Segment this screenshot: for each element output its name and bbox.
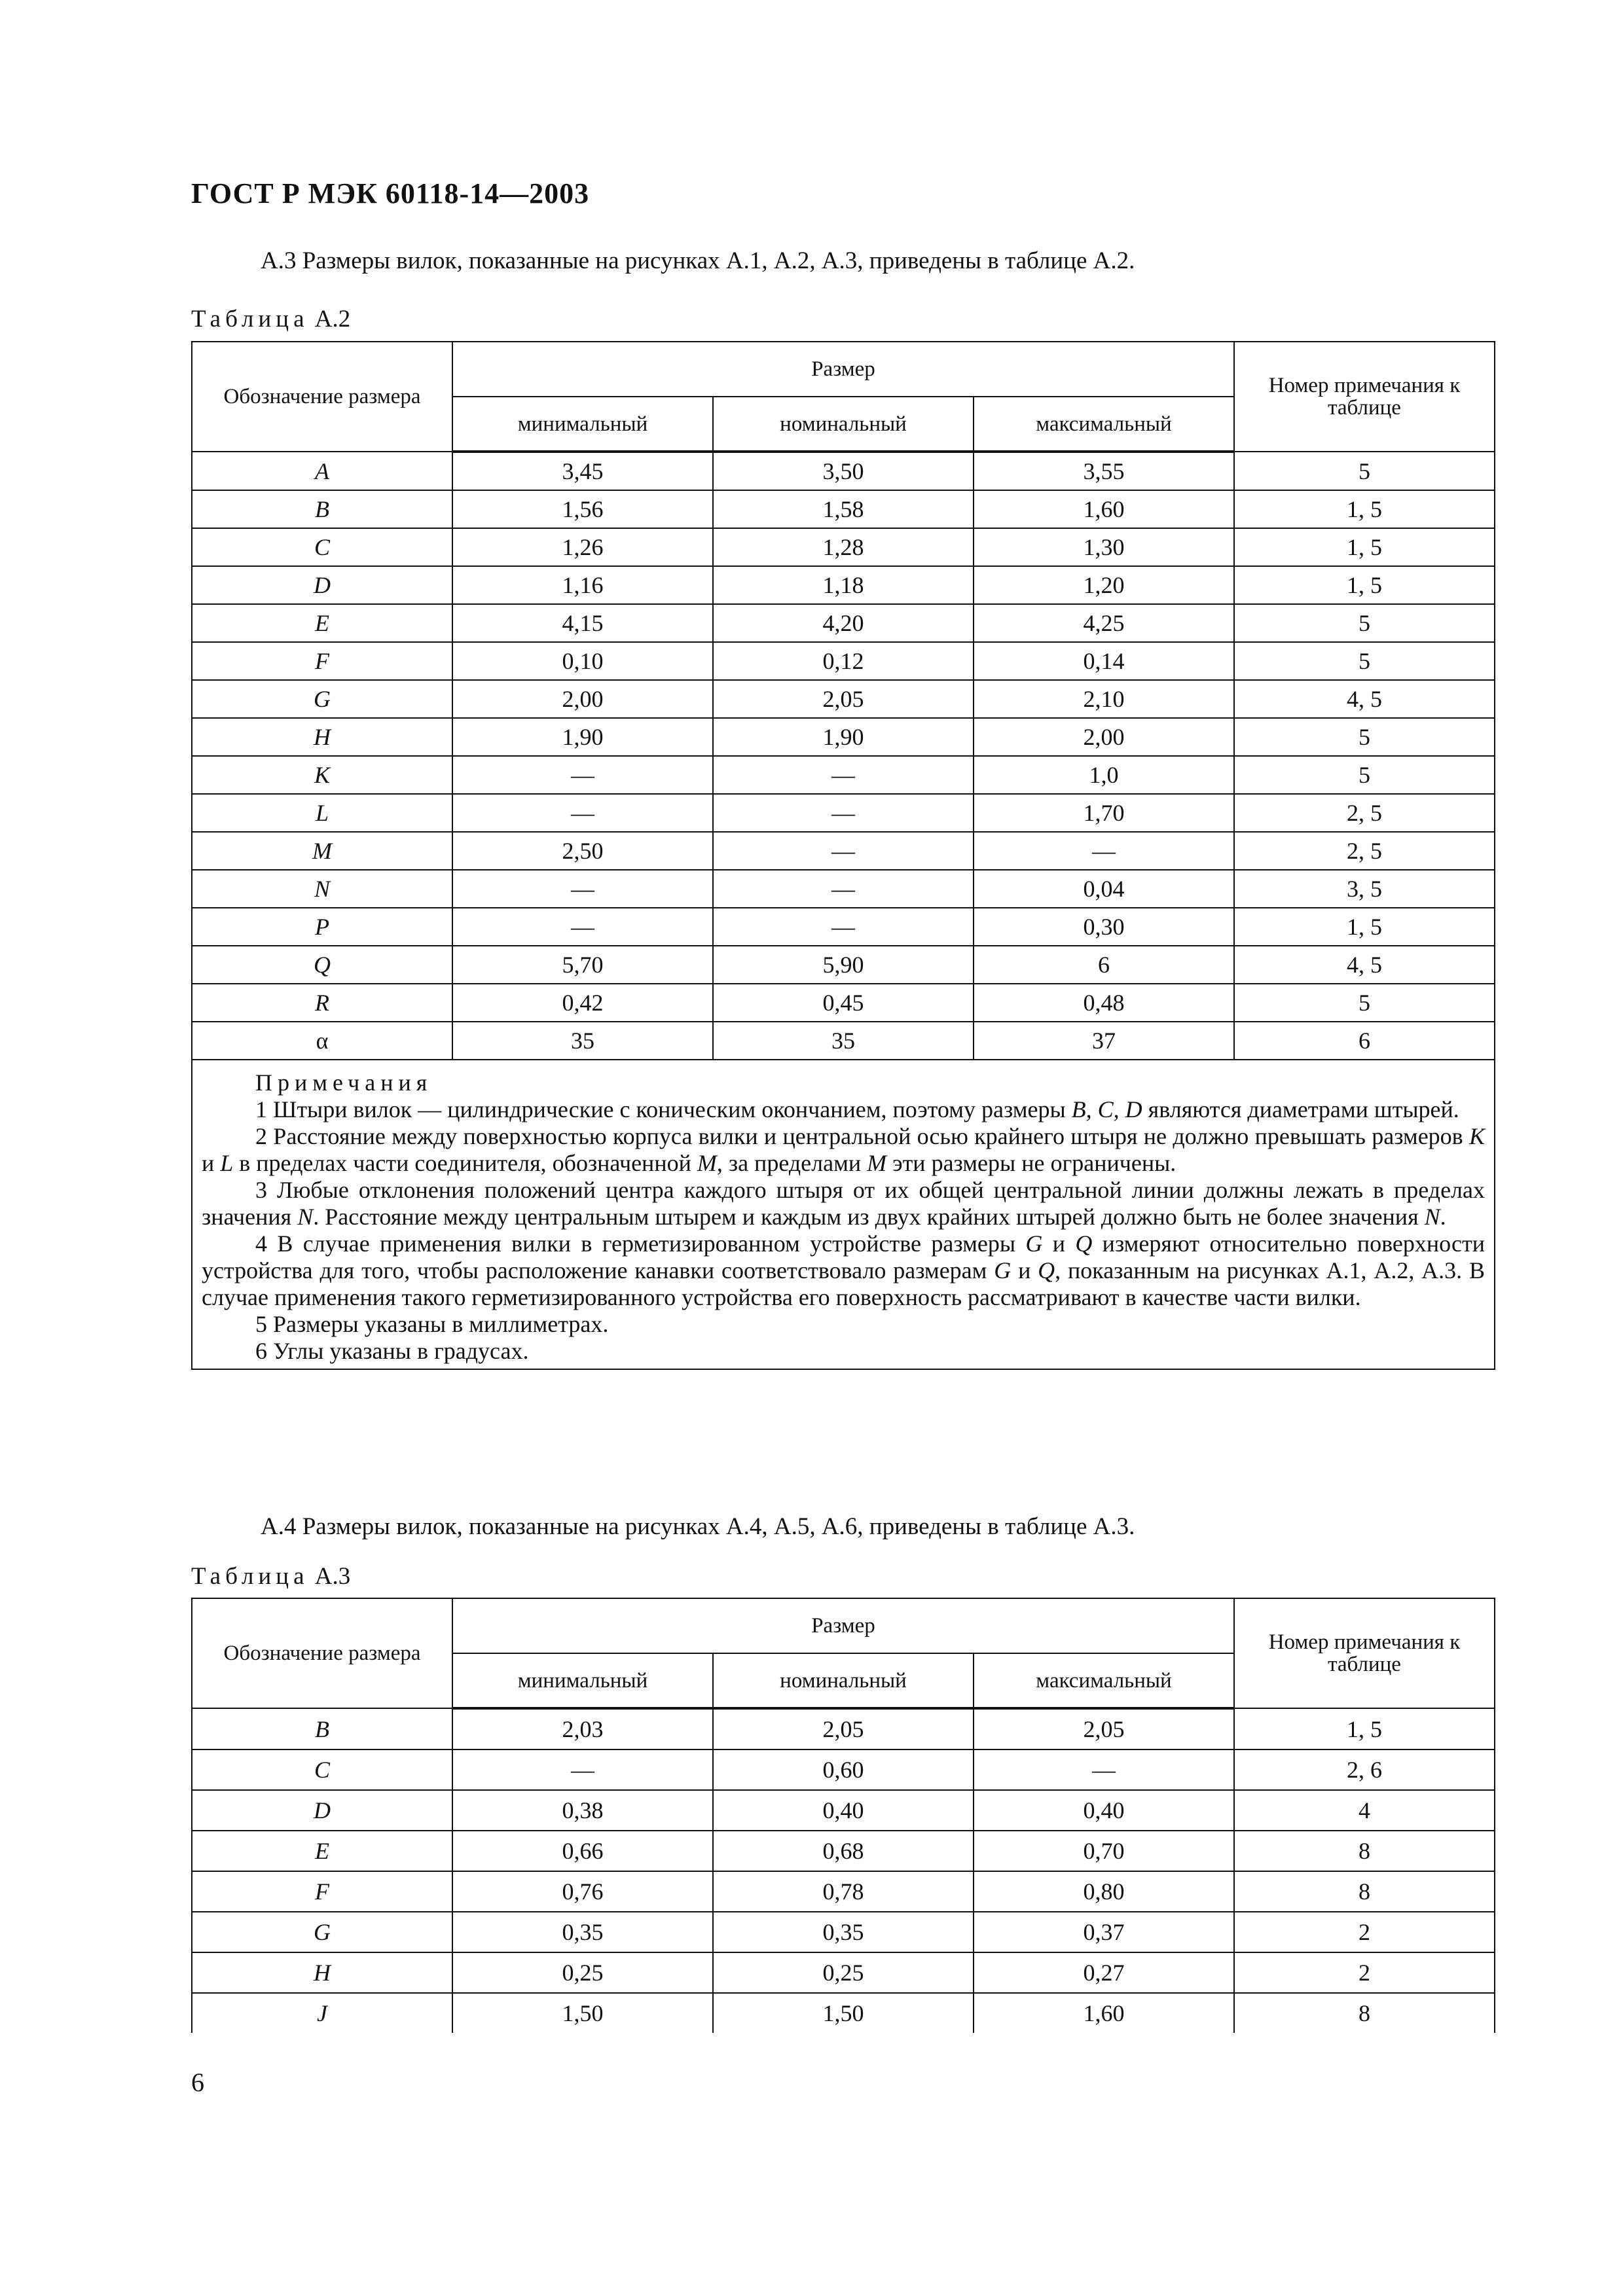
table-notes-row xyxy=(192,1060,1495,1369)
table-row xyxy=(192,452,1495,490)
table-row xyxy=(192,1708,1495,1749)
cell-designation: L xyxy=(192,794,452,832)
header-max: максимальный xyxy=(974,1653,1234,1708)
cell-designation: G xyxy=(192,680,452,718)
cell-nom: 35 xyxy=(713,1022,974,1060)
note-text: 1 Штыри вилок — цилиндрические с коническим окончанием, поэтому размеры xyxy=(255,1096,1072,1122)
cell-designation: F xyxy=(192,1871,452,1912)
cell-nom: 2,05 xyxy=(713,680,974,718)
cell-nom: 2,05 xyxy=(713,1708,974,1749)
cell-nom: 0,68 xyxy=(713,1831,974,1871)
table-row xyxy=(192,718,1495,756)
note-symbol: G xyxy=(994,1257,1012,1283)
note-2 xyxy=(202,1123,1485,1177)
cell-min: 0,38 xyxy=(452,1790,713,1831)
cell-max: 0,80 xyxy=(974,1871,1234,1912)
cell-min: 1,50 xyxy=(452,1993,713,2033)
cell-max: 0,40 xyxy=(974,1790,1234,1831)
cell-max: 1,30 xyxy=(974,528,1234,566)
header-nom: номинальный xyxy=(713,1653,974,1708)
cell-max: 1,70 xyxy=(974,794,1234,832)
cell-min: 3,45 xyxy=(452,452,713,490)
cell-max: 4,25 xyxy=(974,604,1234,642)
table-row xyxy=(192,490,1495,528)
cell-nom: 0,35 xyxy=(713,1912,974,1952)
header-nom: номинальный xyxy=(713,397,974,452)
cell-min: — xyxy=(452,1749,713,1790)
note-text: , за пределами xyxy=(716,1150,867,1176)
table-row xyxy=(192,1952,1495,1993)
header-note-ref: Номер примечания к таблице xyxy=(1234,342,1495,452)
cell-designation: B xyxy=(192,490,452,528)
cell-nom: 1,90 xyxy=(713,718,974,756)
cell-note-ref: 6 xyxy=(1234,1022,1495,1060)
cell-note-ref: 2, 6 xyxy=(1234,1749,1495,1790)
header-max: максимальный xyxy=(974,397,1234,452)
cell-designation: R xyxy=(192,984,452,1022)
cell-max: 1,0 xyxy=(974,756,1234,794)
cell-designation: E xyxy=(192,1831,452,1871)
cell-max: 2,10 xyxy=(974,680,1234,718)
table-row xyxy=(192,1912,1495,1952)
cell-designation: P xyxy=(192,908,452,946)
cell-nom: — xyxy=(713,832,974,870)
cell-min: 0,66 xyxy=(452,1831,713,1871)
cell-max: 2,05 xyxy=(974,1708,1234,1749)
table-row xyxy=(192,642,1495,680)
cell-nom: 0,78 xyxy=(713,1871,974,1912)
cell-nom: 0,12 xyxy=(713,642,974,680)
cell-nom: — xyxy=(713,794,974,832)
table-row xyxy=(192,946,1495,984)
document-id: ГОСТ Р МЭК 60118-14—2003 xyxy=(191,177,590,209)
section-a3-text: А.3 Размеры вилок, показанные на рисунках А.1, А.2, А.3, приведены в таблице А.2. xyxy=(261,247,1135,274)
note-symbol: M xyxy=(867,1150,887,1176)
table-row xyxy=(192,870,1495,908)
cell-note-ref: 5 xyxy=(1234,756,1495,794)
note-text: являются диаметрами штырей. xyxy=(1142,1096,1459,1122)
cell-min: 0,42 xyxy=(452,984,713,1022)
table-row xyxy=(192,1831,1495,1871)
cell-nom: — xyxy=(713,908,974,946)
cell-min: 0,76 xyxy=(452,1871,713,1912)
table-row xyxy=(192,1993,1495,2033)
header-note-ref: Номер примечания к таблице xyxy=(1234,1598,1495,1708)
note-symbol: L xyxy=(220,1150,234,1176)
section-a4-text: А.4 Размеры вилок, показанные на рисунках А.4, А.5, А.6, приведены в таблице А.3. xyxy=(261,1513,1135,1540)
cell-note-ref: 5 xyxy=(1234,642,1495,680)
cell-nom: — xyxy=(713,870,974,908)
cell-min: 5,70 xyxy=(452,946,713,984)
cell-max: 0,30 xyxy=(974,908,1234,946)
cell-min: 35 xyxy=(452,1022,713,1060)
cell-max: — xyxy=(974,832,1234,870)
note-text: 4 В случае применения вилки в герметизированном устройстве размеры xyxy=(255,1230,1026,1257)
cell-note-ref: 8 xyxy=(1234,1871,1495,1912)
note-text: . xyxy=(1440,1204,1446,1230)
note-text: в пределах части соединителя, обозначенной xyxy=(233,1150,697,1176)
cell-designation: F xyxy=(192,642,452,680)
cell-max: 0,14 xyxy=(974,642,1234,680)
cell-designation: J xyxy=(192,1993,452,2033)
header-designation: Обозначение размера xyxy=(192,342,452,452)
cell-note-ref: 1, 5 xyxy=(1234,908,1495,946)
cell-designation: Q xyxy=(192,946,452,984)
cell-note-ref: 1, 5 xyxy=(1234,490,1495,528)
table-row xyxy=(192,566,1495,604)
cell-designation: H xyxy=(192,1952,452,1993)
note-text: . Расстояние между центральным штырем и каждым из двух крайних штырей должно быть не более значения xyxy=(313,1204,1425,1230)
cell-note-ref: 5 xyxy=(1234,984,1495,1022)
table-row xyxy=(192,794,1495,832)
cell-note-ref: 8 xyxy=(1234,1831,1495,1871)
cell-max: — xyxy=(974,1749,1234,1790)
cell-note-ref: 1, 5 xyxy=(1234,566,1495,604)
cell-nom: 4,20 xyxy=(713,604,974,642)
cell-nom: 1,50 xyxy=(713,1993,974,2033)
cell-designation: C xyxy=(192,1749,452,1790)
table-row xyxy=(192,528,1495,566)
table-row xyxy=(192,984,1495,1022)
note-symbol: B, C, D xyxy=(1071,1096,1142,1122)
cell-min: 2,00 xyxy=(452,680,713,718)
cell-note-ref: 4, 5 xyxy=(1234,680,1495,718)
note-6: 6 Углы указаны в градусах. xyxy=(255,1338,529,1364)
cell-note-ref: 4 xyxy=(1234,1790,1495,1831)
cell-min: — xyxy=(452,756,713,794)
note-text: и xyxy=(1011,1257,1038,1283)
cell-note-ref: 1, 5 xyxy=(1234,1708,1495,1749)
table-caption-number: А.3 xyxy=(314,1563,351,1590)
table-row xyxy=(192,1022,1495,1060)
cell-nom: 3,50 xyxy=(713,452,974,490)
cell-nom: 5,90 xyxy=(713,946,974,984)
note-symbol: N xyxy=(297,1204,314,1230)
cell-max: 1,60 xyxy=(974,1993,1234,2033)
cell-note-ref: 2 xyxy=(1234,1912,1495,1952)
note-text: эти размеры не ограничены. xyxy=(886,1150,1176,1176)
note-text: 3 Любые отклонения положений центра каждого штыря от их общей центральной линии должны лежать в пределах значения xyxy=(202,1177,1485,1230)
table-row xyxy=(192,1790,1495,1831)
cell-note-ref: 3, 5 xyxy=(1234,870,1495,908)
note-4 xyxy=(202,1230,1485,1311)
cell-max: 37 xyxy=(974,1022,1234,1060)
table-row xyxy=(192,604,1495,642)
table-caption-number: А.2 xyxy=(314,306,351,332)
cell-nom: 0,45 xyxy=(713,984,974,1022)
cell-note-ref: 5 xyxy=(1234,604,1495,642)
cell-max: 2,00 xyxy=(974,718,1234,756)
table-row xyxy=(192,1871,1495,1912)
cell-max: 1,60 xyxy=(974,490,1234,528)
table-row xyxy=(192,680,1495,718)
cell-designation: M xyxy=(192,832,452,870)
cell-nom: 1,28 xyxy=(713,528,974,566)
cell-min: 2,50 xyxy=(452,832,713,870)
cell-designation: G xyxy=(192,1912,452,1952)
cell-max: 0,27 xyxy=(974,1952,1234,1993)
cell-designation: D xyxy=(192,1790,452,1831)
cell-min: 0,10 xyxy=(452,642,713,680)
header-size: Размер xyxy=(452,342,1234,397)
table-a2 xyxy=(191,341,1495,1370)
cell-designation: K xyxy=(192,756,452,794)
cell-designation: H xyxy=(192,718,452,756)
table-row xyxy=(192,832,1495,870)
note-5: 5 Размеры указаны в миллиметрах. xyxy=(255,1311,609,1337)
note-text: измеряют относительно поверхности устройства для того, чтобы расположение канавки соответствовало размерам xyxy=(202,1230,1486,1283)
note-text: и xyxy=(1042,1230,1076,1257)
cell-note-ref: 1, 5 xyxy=(1234,528,1495,566)
header-min: минимальный xyxy=(452,1653,713,1708)
cell-nom: 0,60 xyxy=(713,1749,974,1790)
cell-note-ref: 5 xyxy=(1234,718,1495,756)
note-text: и xyxy=(202,1150,221,1176)
cell-min: 1,90 xyxy=(452,718,713,756)
cell-min: — xyxy=(452,908,713,946)
table-a3 xyxy=(191,1598,1495,2033)
cell-min: 1,26 xyxy=(452,528,713,566)
table-a2-caption xyxy=(191,304,350,334)
cell-designation: E xyxy=(192,604,452,642)
table-notes xyxy=(192,1060,1495,1369)
cell-max: 0,70 xyxy=(974,1831,1234,1871)
note-3 xyxy=(202,1177,1485,1230)
header-size: Размер xyxy=(452,1598,1234,1653)
cell-note-ref: 5 xyxy=(1234,452,1495,490)
cell-designation: α xyxy=(192,1022,452,1060)
cell-max: 0,04 xyxy=(974,870,1234,908)
cell-designation: C xyxy=(192,528,452,566)
notes-title: Примечания xyxy=(255,1069,433,1096)
cell-note-ref: 2, 5 xyxy=(1234,832,1495,870)
table-row xyxy=(192,1749,1495,1790)
cell-max: 0,37 xyxy=(974,1912,1234,1952)
table-caption-word: Таблица xyxy=(191,1563,309,1590)
table-row xyxy=(192,756,1495,794)
cell-max: 6 xyxy=(974,946,1234,984)
cell-min: 0,25 xyxy=(452,1952,713,1993)
cell-max: 3,55 xyxy=(974,452,1234,490)
cell-nom: — xyxy=(713,756,974,794)
note-symbol: Q xyxy=(1038,1257,1055,1283)
note-symbol: K xyxy=(1468,1123,1485,1149)
cell-min: — xyxy=(452,870,713,908)
table-a3-caption xyxy=(191,1562,350,1592)
table-row xyxy=(192,908,1495,946)
cell-note-ref: 8 xyxy=(1234,1993,1495,2033)
cell-nom: 0,40 xyxy=(713,1790,974,1831)
cell-designation: N xyxy=(192,870,452,908)
header-designation: Обозначение размера xyxy=(192,1598,452,1708)
cell-note-ref: 2 xyxy=(1234,1952,1495,1993)
cell-note-ref: 4, 5 xyxy=(1234,946,1495,984)
note-symbol: G xyxy=(1025,1230,1043,1257)
cell-nom: 1,58 xyxy=(713,490,974,528)
cell-designation: B xyxy=(192,1708,452,1749)
note-symbol: N xyxy=(1424,1204,1440,1230)
cell-note-ref: 2, 5 xyxy=(1234,794,1495,832)
cell-min: 1,16 xyxy=(452,566,713,604)
note-symbol: Q xyxy=(1075,1230,1093,1257)
note-symbol: M xyxy=(697,1150,717,1176)
note-text: , показанным на рисунках А.1, А.2, А.3. В случае применения такого герметизированного устройства его поверхность рассматривают в качестве части вилки. xyxy=(202,1257,1485,1310)
cell-max: 1,20 xyxy=(974,566,1234,604)
cell-min: 0,35 xyxy=(452,1912,713,1952)
cell-designation: D xyxy=(192,566,452,604)
cell-designation: A xyxy=(192,452,452,490)
cell-nom: 0,25 xyxy=(713,1952,974,1993)
table-caption-word: Таблица xyxy=(191,306,309,332)
cell-min: 1,56 xyxy=(452,490,713,528)
page-number: 6 xyxy=(191,2068,204,2097)
note-1 xyxy=(202,1096,1485,1123)
header-min: минимальный xyxy=(452,397,713,452)
cell-max: 0,48 xyxy=(974,984,1234,1022)
cell-nom: 1,18 xyxy=(713,566,974,604)
cell-min: — xyxy=(452,794,713,832)
cell-min: 2,03 xyxy=(452,1708,713,1749)
note-text: 2 Расстояние между поверхностью корпуса вилки и центральной осью крайнего штыря не должно превышать размеров xyxy=(255,1123,1469,1149)
cell-min: 4,15 xyxy=(452,604,713,642)
